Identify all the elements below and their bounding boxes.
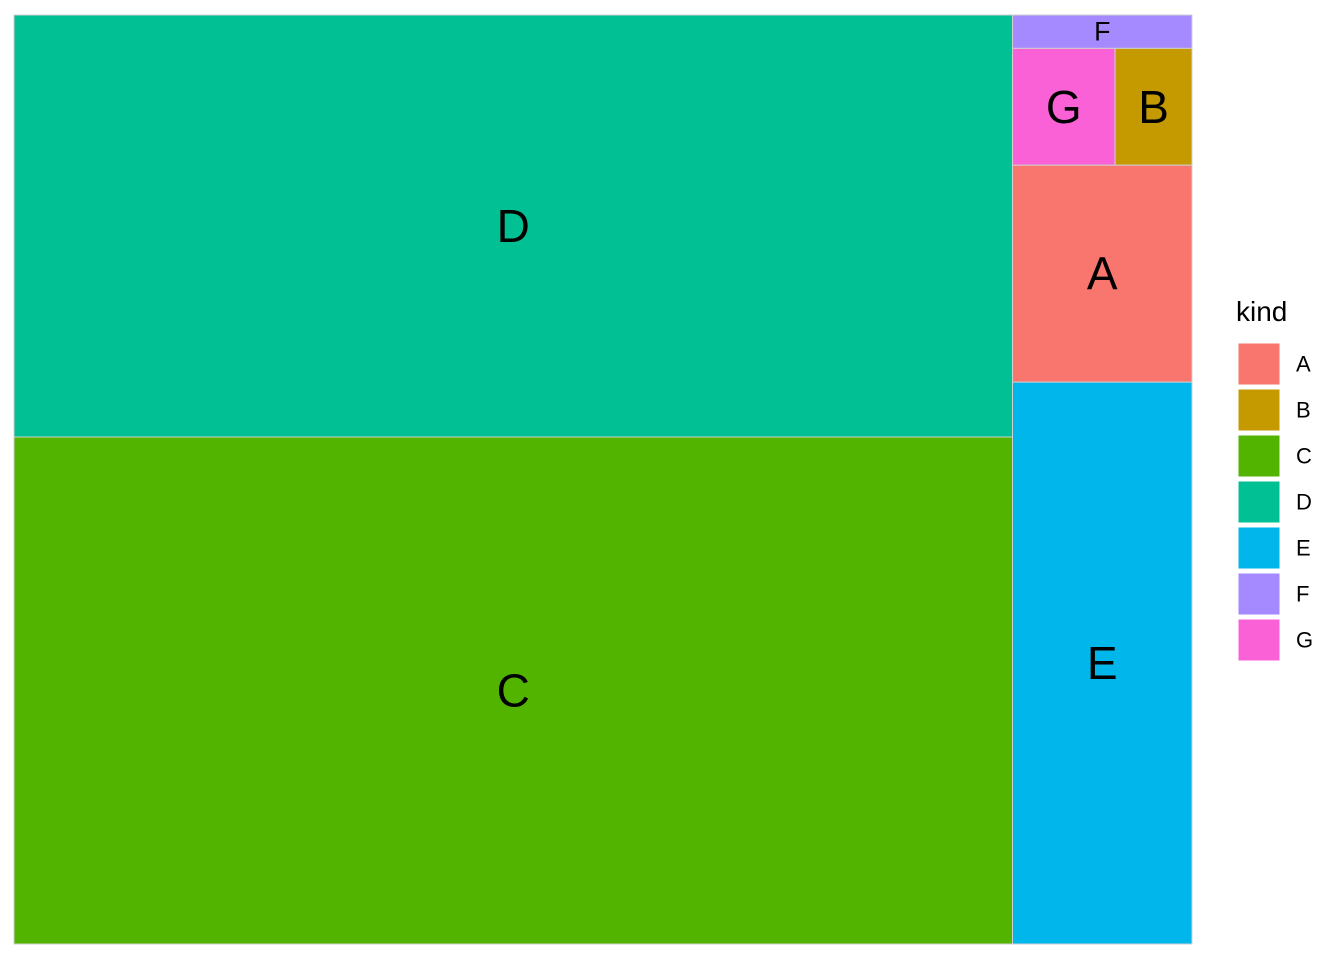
legend-items: [1237, 342, 1313, 662]
tile-label-b: B: [1138, 80, 1169, 133]
legend-label-c: C: [1296, 443, 1312, 469]
legend-key-a: [1237, 342, 1281, 386]
legend-label-g: G: [1296, 627, 1314, 653]
legend-title: kind: [1236, 296, 1288, 327]
legend-label-e: E: [1296, 535, 1311, 561]
tile-label-c: C: [496, 664, 530, 717]
legend-key-c: [1237, 434, 1281, 478]
legend-key-g: [1237, 618, 1281, 662]
tile-label-d: D: [496, 200, 530, 252]
legend-key-b: [1237, 388, 1281, 432]
legend: [1236, 296, 1313, 662]
legend-key-e: [1237, 526, 1281, 570]
tile-label-g: G: [1045, 80, 1082, 133]
legend-label-f: F: [1296, 581, 1310, 607]
tile-label-e: E: [1086, 637, 1118, 690]
legend-label-d: D: [1296, 489, 1312, 515]
treemap-tiles: [14, 15, 1192, 944]
legend-label-b: B: [1296, 397, 1311, 423]
tile-label-a: A: [1086, 247, 1118, 300]
legend-key-d: [1237, 480, 1281, 524]
legend-label-a: A: [1296, 351, 1311, 377]
tile-label-f: F: [1094, 16, 1111, 47]
legend-key-f: [1237, 572, 1281, 616]
